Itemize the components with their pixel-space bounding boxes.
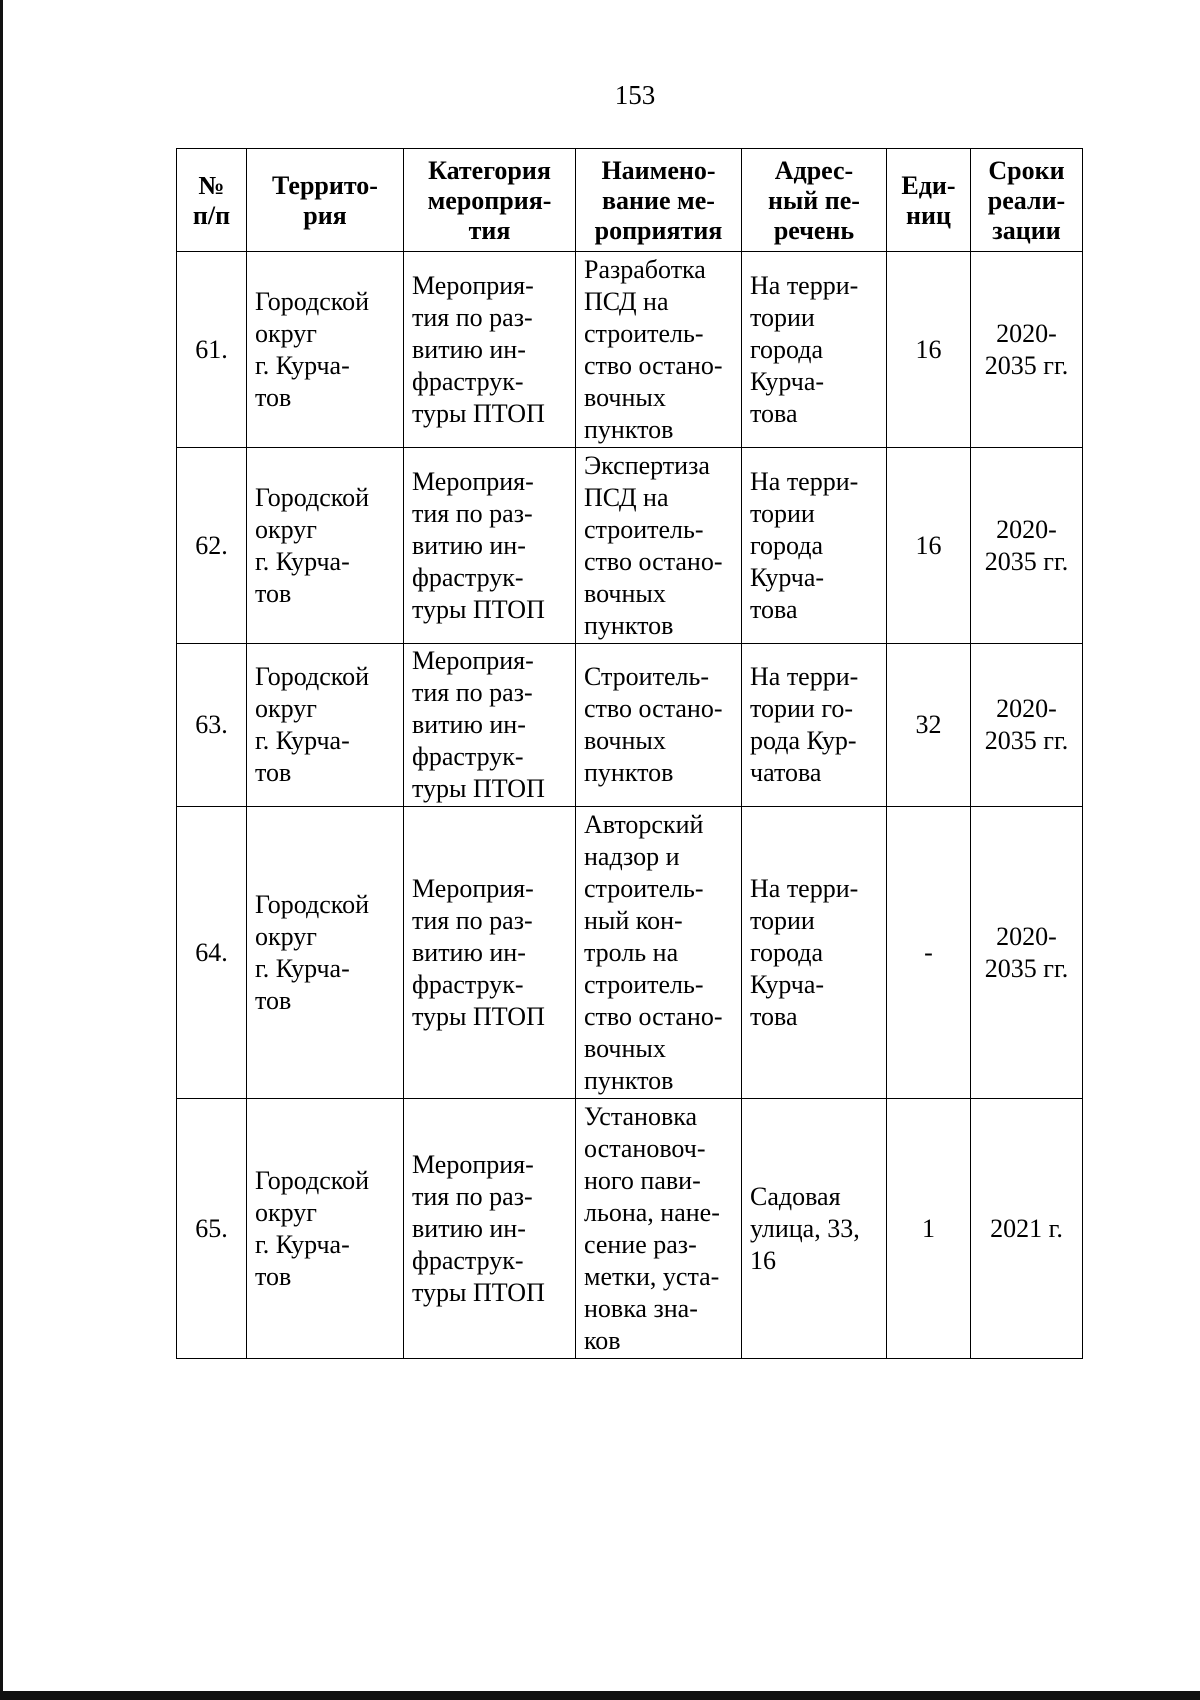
header-num: № п/п <box>177 149 247 252</box>
table-row <box>177 1099 1083 1359</box>
header-address: Адрес- ный пе- речень <box>742 149 887 252</box>
scan-edge-left <box>0 0 3 1700</box>
header-category: Категория мероприя- тия <box>404 149 576 252</box>
cell-territory: Городской округ г. Курча- тов <box>247 644 404 807</box>
header-territory: Террито- рия <box>247 149 404 252</box>
cell-address: На терри- тории города Курча- това <box>742 807 887 1099</box>
cell-units: 16 <box>887 448 971 644</box>
cell-name: Установка остановоч- ного пави- льона, нане- сение раз- метки, уста- новка зна- ков <box>576 1099 742 1359</box>
cell-address: На терри- тории города Курча- това <box>742 252 887 448</box>
table-row <box>177 644 1083 807</box>
table-row <box>177 448 1083 644</box>
cell-address: На терри- тории города Курча- това <box>742 448 887 644</box>
cell-address: Садовая улица, 33, 16 <box>742 1099 887 1359</box>
cell-address: На терри- тории го- рода Кур- чатова <box>742 644 887 807</box>
cell-period: 2020- 2035 гг. <box>971 448 1083 644</box>
cell-territory: Городской округ г. Курча- тов <box>247 1099 404 1359</box>
cell-period: 2020- 2035 гг. <box>971 644 1083 807</box>
table-row <box>177 252 1083 448</box>
cell-num: 63. <box>177 644 247 807</box>
cell-name: Авторский надзор и строитель- ный кон- троль на строитель- ство остано- вочных пунктов <box>576 807 742 1099</box>
cell-period: 2020- 2035 гг. <box>971 252 1083 448</box>
table-header-row <box>177 149 1083 252</box>
cell-territory: Городской округ г. Курча- тов <box>247 448 404 644</box>
cell-num: 64. <box>177 807 247 1099</box>
header-units: Еди- ниц <box>887 149 971 252</box>
cell-name: Разработка ПСД на строитель- ство остано- вочных пунктов <box>576 252 742 448</box>
cell-period: 2020- 2035 гг. <box>971 807 1083 1099</box>
cell-units: 16 <box>887 252 971 448</box>
cell-period: 2021 г. <box>971 1099 1083 1359</box>
table-row <box>177 807 1083 1099</box>
cell-category: Мероприя- тия по раз- витию ин- фраструк- туры ПТОП <box>404 1099 576 1359</box>
cell-category: Мероприя- тия по раз- витию ин- фраструк- туры ПТОП <box>404 807 576 1099</box>
cell-name: Строитель- ство остано- вочных пунктов <box>576 644 742 807</box>
cell-category: Мероприя- тия по раз- витию ин- фраструк- туры ПТОП <box>404 644 576 807</box>
cell-num: 62. <box>177 448 247 644</box>
cell-num: 61. <box>177 252 247 448</box>
cell-territory: Городской округ г. Курча- тов <box>247 252 404 448</box>
header-period: Сроки реали- зации <box>971 149 1083 252</box>
scan-edge-bottom <box>0 1691 1200 1700</box>
page-number: 153 <box>614 80 656 110</box>
cell-units: 1 <box>887 1099 971 1359</box>
header-name: Наимено- вание ме- роприятия <box>576 149 742 252</box>
cell-units: 32 <box>887 644 971 807</box>
cell-territory: Городской округ г. Курча- тов <box>247 807 404 1099</box>
cell-name: Экспертиза ПСД на строитель- ство остано- вочных пунктов <box>576 448 742 644</box>
cell-category: Мероприя- тия по раз- витию ин- фраструк- туры ПТОП <box>404 252 576 448</box>
cell-num: 65. <box>177 1099 247 1359</box>
activities-table <box>176 148 1083 1359</box>
cell-units: - <box>887 807 971 1099</box>
cell-category: Мероприя- тия по раз- витию ин- фраструк- туры ПТОП <box>404 448 576 644</box>
